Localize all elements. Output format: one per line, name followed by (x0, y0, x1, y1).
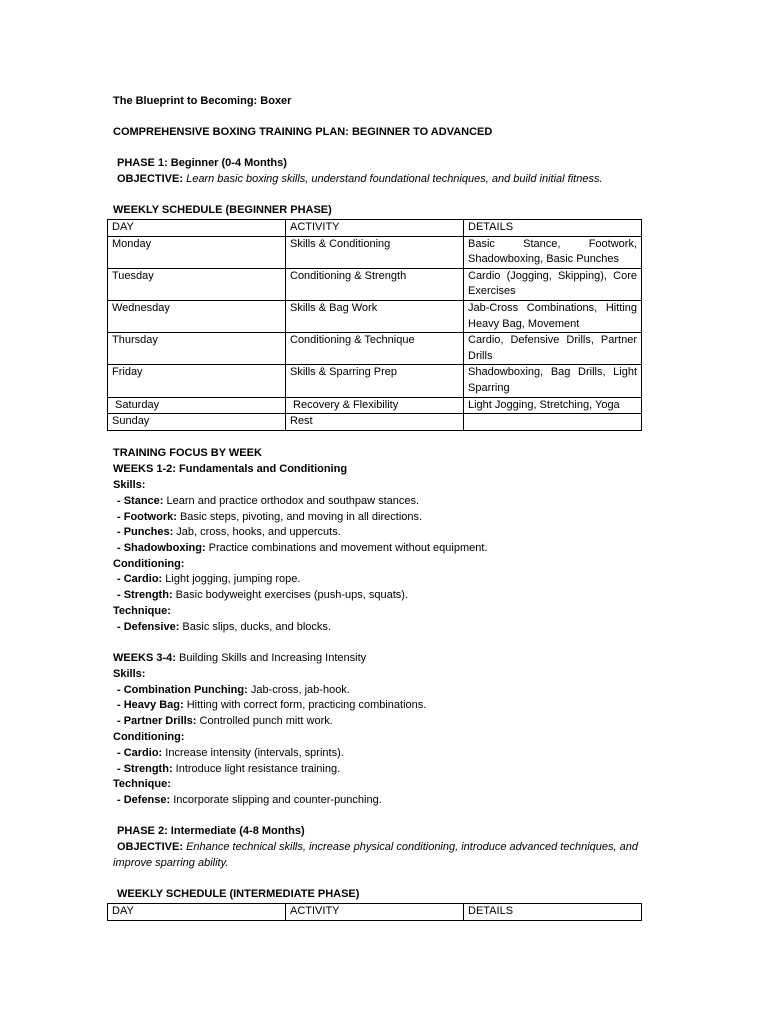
item-text: Increase intensity (intervals, sprints). (162, 747, 344, 759)
objective-label: OBJECTIVE: (117, 173, 184, 185)
training-focus-title: TRAINING FOCUS BY WEEK (113, 447, 262, 459)
phase2-objective-continued: improve sparring ability. (113, 857, 229, 869)
item-text: Jab-cross, jab-hook. (247, 684, 350, 696)
cell-day: Monday (108, 236, 286, 268)
item-text: Controlled punch mitt work. (196, 715, 333, 727)
table-header-row (108, 220, 642, 237)
cell-activity: Conditioning & Strength (286, 268, 464, 300)
item-label: - Strength: (117, 589, 173, 601)
weeks34-heading (113, 651, 643, 667)
header-day: DAY (108, 904, 286, 921)
cell-details: Basic Stance, Footwork, Shadowboxing, Basic Punches (464, 236, 642, 268)
weeks34-technique-label: Technique: (113, 778, 171, 790)
cell-details: Shadowboxing, Bag Drills, Light Sparring (464, 365, 642, 397)
weeks34-skills-label: Skills: (113, 668, 146, 680)
cell-day: Thursday (108, 333, 286, 365)
list-item (113, 793, 647, 809)
cell-day: Wednesday (108, 300, 286, 332)
cell-details: Jab-Cross Combinations, Hitting Heavy Bag, Movement (464, 300, 642, 332)
plan-title: COMPREHENSIVE BOXING TRAINING PLAN: BEGINNER TO ADVANCED (113, 126, 493, 138)
item-label: - Stance: (117, 495, 164, 507)
cell-details: Cardio (Jogging, Skipping), Core Exercises (464, 268, 642, 300)
cell-day: Sunday (108, 414, 286, 431)
item-text: Introduce light resistance training. (172, 763, 341, 775)
table-row (108, 268, 642, 300)
item-text: Hitting with correct form, practicing combinations. (183, 699, 427, 711)
weeks12-heading: WEEKS 1-2: Fundamentals and Conditioning (113, 463, 348, 475)
table-row (108, 365, 642, 397)
weeks12-conditioning-label: Conditioning: (113, 558, 185, 570)
beginner-schedule-title: WEEKLY SCHEDULE (BEGINNER PHASE) (113, 204, 332, 216)
objective-label: OBJECTIVE: (117, 841, 184, 853)
phase1-heading: PHASE 1: Beginner (0-4 Months) (117, 157, 287, 169)
item-label: - Heavy Bag: (117, 699, 184, 711)
weeks12-skills-label: Skills: (113, 479, 146, 491)
list-item (113, 494, 647, 510)
cell-activity: Conditioning & Technique (286, 333, 464, 365)
phase1-objective (113, 172, 647, 188)
item-label: - Footwork: (117, 511, 177, 523)
objective-text: Learn basic boxing skills, understand foundational techniques, and build initial fitness. (186, 173, 603, 185)
item-label: - Cardio: (117, 573, 163, 585)
header-details: DETAILS (464, 220, 642, 237)
item-text: Jab, cross, hooks, and uppercuts. (173, 526, 341, 538)
item-text: Light jogging, jumping rope. (162, 573, 301, 585)
intermediate-schedule-title: WEEKLY SCHEDULE (INTERMEDIATE PHASE) (117, 888, 360, 900)
header-activity: ACTIVITY (286, 220, 464, 237)
cell-activity: Skills & Sparring Prep (286, 365, 464, 397)
list-item (113, 698, 647, 714)
list-item (113, 572, 647, 588)
list-item (113, 541, 647, 557)
table-row (108, 300, 642, 332)
list-item (113, 525, 647, 541)
cell-details: Cardio, Defensive Drills, Partner Drills (464, 333, 642, 365)
weeks34-heading-label: WEEKS 3-4: (113, 652, 176, 664)
list-item (113, 510, 647, 526)
intermediate-schedule-table (107, 903, 642, 921)
weeks12-technique-label: Technique: (113, 605, 171, 617)
list-item (113, 762, 647, 778)
document-title: The Blueprint to Becoming: Boxer (113, 95, 292, 107)
item-text: Basic bodyweight exercises (push-ups, squats). (172, 589, 408, 601)
phase2-heading: PHASE 2: Intermediate (4-8 Months) (117, 825, 305, 837)
item-text: Practice combinations and movement without equipment. (205, 542, 488, 554)
weeks34-conditioning-label: Conditioning: (113, 731, 185, 743)
list-item (113, 588, 647, 604)
item-label: - Strength: (117, 763, 173, 775)
beginner-schedule-table (107, 219, 642, 431)
cell-day: Friday (108, 365, 286, 397)
cell-details: Light Jogging, Stretching, Yoga (464, 397, 642, 414)
table-row (108, 236, 642, 268)
item-label: - Cardio: (117, 747, 163, 759)
weeks34-heading-text: Building Skills and Increasing Intensity (175, 652, 367, 664)
cell-activity: Skills & Conditioning (286, 236, 464, 268)
header-activity: ACTIVITY (286, 904, 464, 921)
cell-activity: Recovery & Flexibility (286, 397, 464, 414)
item-label: - Defensive: (117, 621, 180, 633)
table-row (108, 414, 642, 431)
list-item (113, 746, 647, 762)
phase2-objective (113, 840, 647, 856)
cell-day: Tuesday (108, 268, 286, 300)
item-text: Basic steps, pivoting, and moving in all directions. (176, 511, 423, 523)
cell-activity: Skills & Bag Work (286, 300, 464, 332)
item-label: - Shadowboxing: (117, 542, 206, 554)
item-label: - Defense: (117, 794, 171, 806)
list-item (113, 714, 647, 730)
table-row (108, 333, 642, 365)
list-item (113, 620, 647, 636)
item-text: Learn and practice orthodox and southpaw stances. (163, 495, 420, 507)
item-label: - Punches: (117, 526, 174, 538)
cell-activity: Rest (286, 414, 464, 431)
item-label: - Combination Punching: (117, 684, 248, 696)
header-day: DAY (108, 220, 286, 237)
item-text: Incorporate slipping and counter-punching. (170, 794, 382, 806)
objective-text: Enhance technical skills, increase physical conditioning, introduce advanced techniques, and (186, 841, 638, 853)
item-label: - Partner Drills: (117, 715, 197, 727)
header-details: DETAILS (464, 904, 642, 921)
cell-day: Saturday (108, 397, 286, 414)
table-row (108, 397, 642, 414)
list-item (113, 683, 647, 699)
cell-details (464, 414, 642, 431)
table-header-row (108, 904, 642, 921)
item-text: Basic slips, ducks, and blocks. (179, 621, 331, 633)
